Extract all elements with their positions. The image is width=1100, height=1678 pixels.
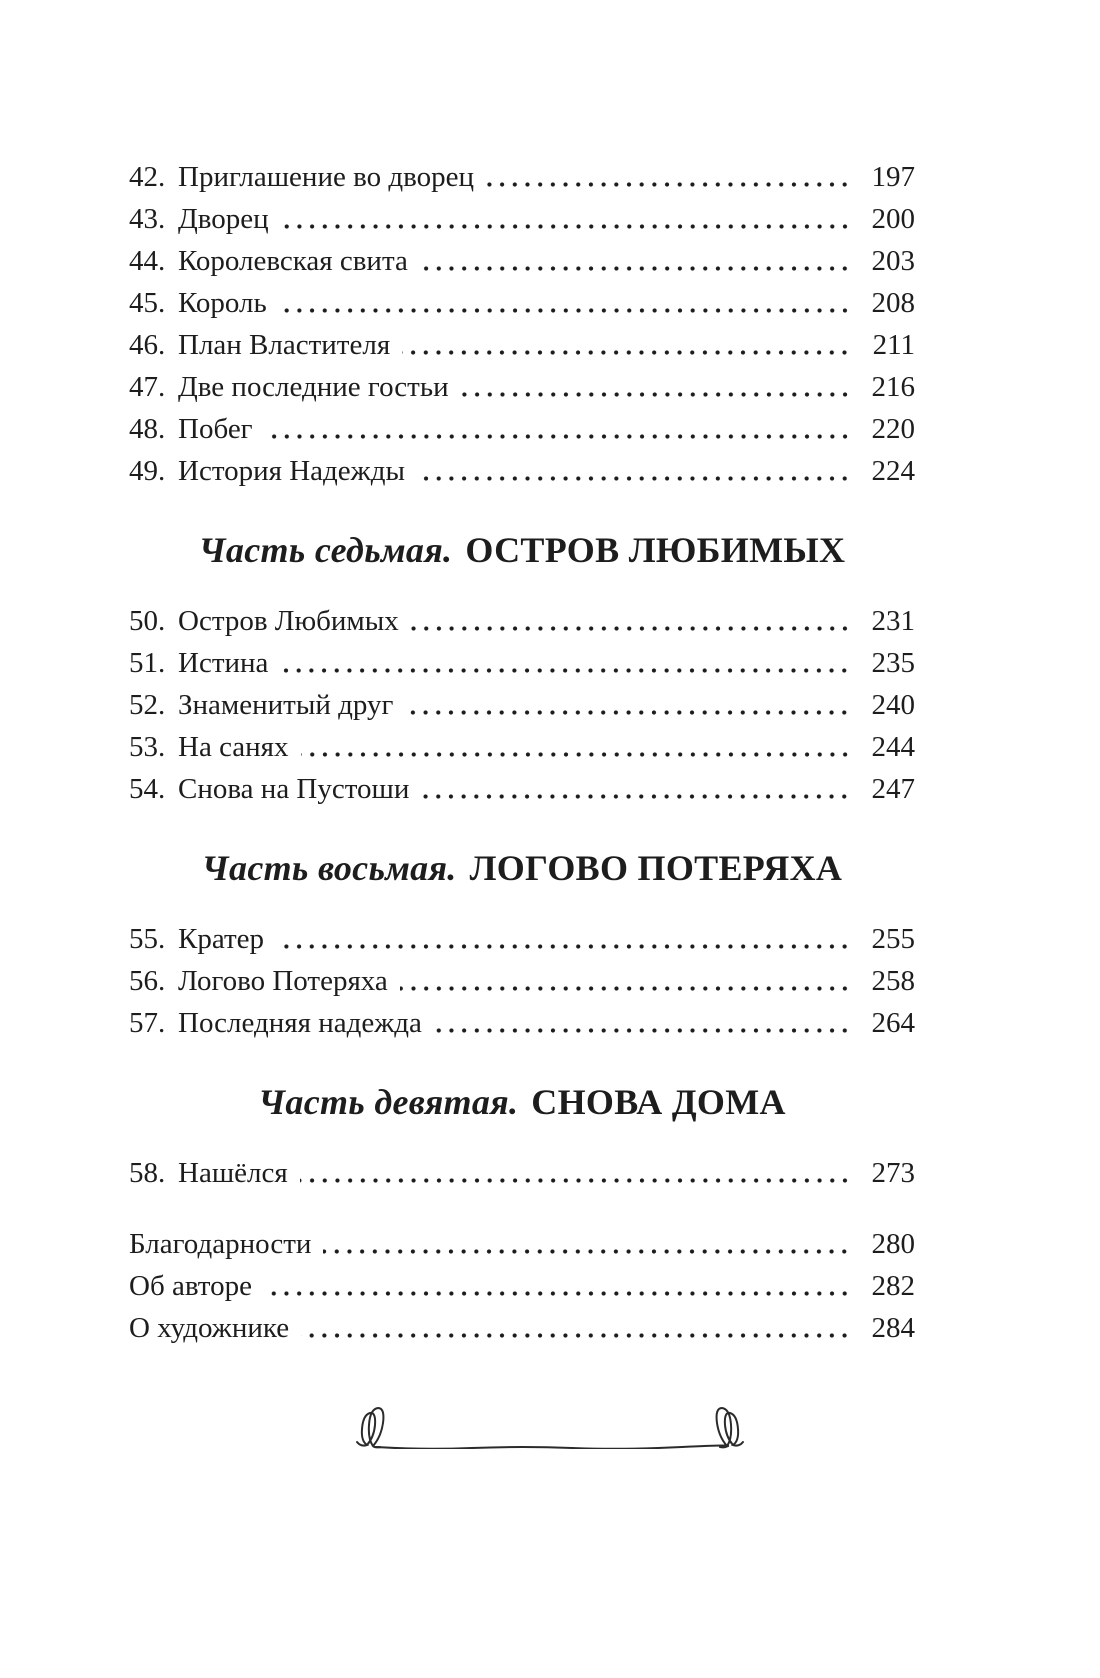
chapter-title: Побег	[178, 413, 253, 445]
chapter-title: На санях	[178, 731, 289, 763]
dot-leader	[400, 960, 853, 1002]
page-number: 231	[871, 605, 915, 637]
chapter-title: Приглашение во дворец	[178, 161, 474, 193]
dot-leader	[402, 324, 853, 366]
chapter-title: История Надежды	[178, 455, 405, 487]
chapter-title: Последняя надежда	[178, 1007, 422, 1039]
dot-leader	[417, 450, 853, 492]
page-number: 240	[871, 689, 915, 721]
page-number: 280	[871, 1228, 915, 1260]
chapter-number: 46.	[129, 329, 166, 361]
toc-section	[129, 529, 915, 810]
dot-leader	[323, 1223, 853, 1265]
toc-section	[129, 847, 915, 1044]
chapter-title: Истина	[178, 647, 269, 679]
toc-entry	[129, 198, 915, 240]
toc-entry	[129, 156, 915, 198]
page-number: 284	[871, 1312, 915, 1344]
page-number: 211	[872, 329, 915, 361]
toc-entry	[129, 450, 915, 492]
chapter-number: 49.	[129, 455, 166, 487]
part-label: Часть девятая.	[258, 1082, 519, 1122]
chapter-title: Кратер	[178, 923, 265, 955]
page-number: 273	[871, 1157, 915, 1189]
dot-leader	[486, 156, 853, 198]
toc-entry	[129, 960, 915, 1002]
toc-entry	[129, 282, 915, 324]
dot-leader	[434, 1002, 853, 1044]
page-number: 244	[871, 731, 915, 763]
chapter-number: 45.	[129, 287, 166, 319]
page-number: 264	[871, 1007, 915, 1039]
chapter-number: 53.	[129, 731, 166, 763]
part-heading	[129, 847, 915, 889]
toc-entry	[129, 240, 915, 282]
chapter-title: Знаменитый друг	[178, 689, 394, 721]
chapter-title: Об авторе	[129, 1270, 252, 1302]
toc-entry	[129, 1307, 915, 1349]
chapter-number: 58.	[129, 1157, 166, 1189]
chapter-title: О художнике	[129, 1312, 290, 1344]
chapter-title: Снова на Пустоши	[178, 773, 410, 805]
chapter-title: Нашёлся	[178, 1157, 288, 1189]
part-heading	[129, 529, 915, 571]
page-number: 203	[871, 245, 915, 277]
toc-entry	[129, 918, 915, 960]
dot-leader	[281, 198, 853, 240]
page-number: 224	[871, 455, 915, 487]
toc-entry	[129, 1152, 915, 1194]
page-number: 255	[871, 923, 915, 955]
flourish-divider	[352, 1403, 748, 1449]
page-number: 200	[871, 203, 915, 235]
toc-entry	[129, 366, 915, 408]
chapter-title: Королевская свита	[178, 245, 408, 277]
part-heading	[129, 1081, 915, 1123]
chapter-title: Две последние гостьи	[178, 371, 449, 403]
dot-leader	[405, 684, 853, 726]
page-number: 197	[871, 161, 915, 193]
dot-leader	[280, 642, 853, 684]
right-loops	[717, 1408, 743, 1447]
toc-entry	[129, 1265, 915, 1307]
toc-entry	[129, 1002, 915, 1044]
toc-entry	[129, 324, 915, 366]
toc-entry	[129, 408, 915, 450]
page-number: 216	[871, 371, 915, 403]
page-number: 220	[871, 413, 915, 445]
chapter-number: 54.	[129, 773, 166, 805]
chapter-number: 51.	[129, 647, 166, 679]
page-number: 282	[871, 1270, 915, 1302]
chapter-number: 42.	[129, 161, 166, 193]
dot-leader	[420, 240, 853, 282]
chapter-title: Король	[178, 287, 267, 319]
toc-section	[129, 156, 915, 492]
chapter-title: Благодарности	[129, 1228, 312, 1260]
page-number: 208	[871, 287, 915, 319]
chapter-title: Остров Любимых	[178, 605, 399, 637]
part-title: ЛОГОВО ПОТЕРЯХА	[469, 848, 843, 888]
dot-leader	[301, 726, 853, 768]
page-number: 247	[871, 773, 915, 805]
chapter-number: 50.	[129, 605, 166, 637]
toc-entry	[129, 768, 915, 810]
part-label: Часть седьмая.	[198, 530, 453, 570]
chapter-number: 47.	[129, 371, 166, 403]
dot-leader	[279, 282, 853, 324]
chapter-number: 44.	[129, 245, 166, 277]
dot-leader	[461, 366, 853, 408]
squiggle-divider-icon	[352, 1403, 748, 1449]
left-loops	[357, 1408, 383, 1447]
toc-entry	[129, 726, 915, 768]
page-number: 258	[871, 965, 915, 997]
dot-leader	[265, 408, 853, 450]
part-label: Часть восьмая.	[201, 848, 457, 888]
chapter-title: Дворец	[178, 203, 269, 235]
chapter-number: 55.	[129, 923, 166, 955]
dot-leader	[301, 1307, 853, 1349]
chapter-number: 56.	[129, 965, 166, 997]
toc-section	[129, 1223, 915, 1349]
toc-section	[129, 1081, 915, 1194]
dot-leader	[411, 600, 853, 642]
chapter-number: 43.	[129, 203, 166, 235]
chapter-number: 57.	[129, 1007, 166, 1039]
toc-entry	[129, 600, 915, 642]
dot-leader	[300, 1152, 853, 1194]
chapter-number: 48.	[129, 413, 166, 445]
chapter-title: Логово Потеряха	[178, 965, 388, 997]
part-title: СНОВА ДОМА	[531, 1082, 786, 1122]
toc-entry	[129, 642, 915, 684]
page-number: 235	[871, 647, 915, 679]
chapter-number: 52.	[129, 689, 166, 721]
toc-entry	[129, 1223, 915, 1265]
toc-entry	[129, 684, 915, 726]
dot-leader	[264, 1265, 853, 1307]
dot-leader	[276, 918, 853, 960]
part-title: ОСТРОВ ЛЮБИМЫХ	[465, 530, 846, 570]
dot-leader	[421, 768, 853, 810]
chapter-title: План Властителя	[178, 329, 391, 361]
